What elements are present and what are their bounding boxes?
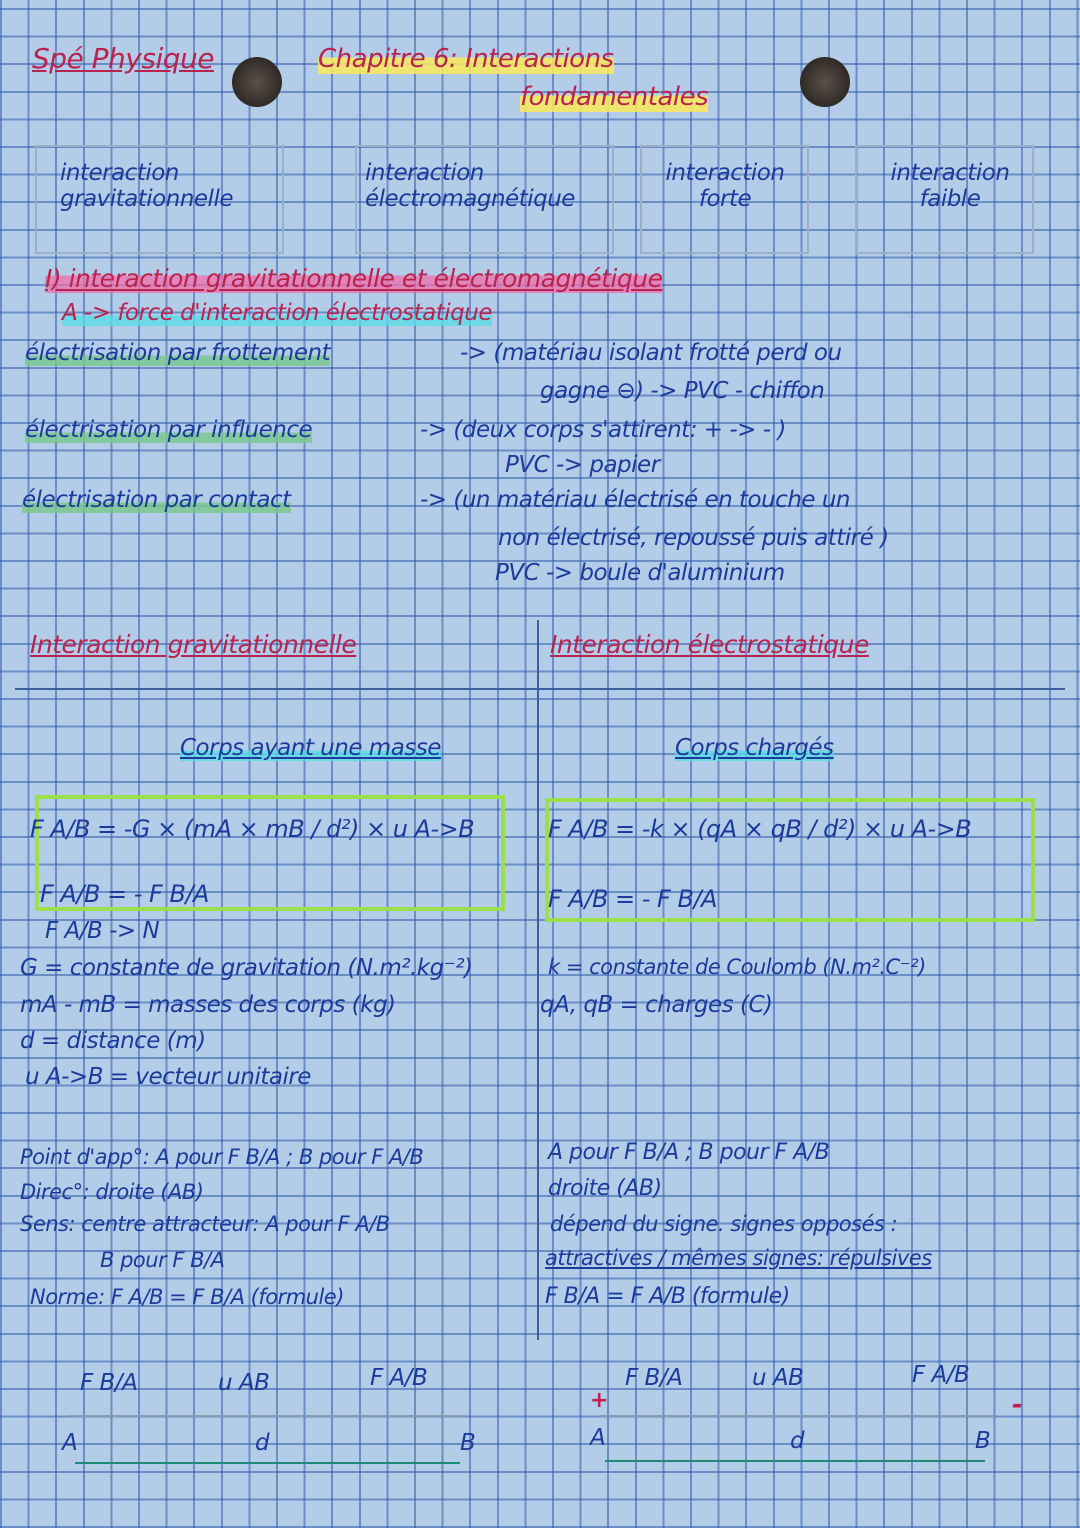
point-label: A <box>590 1425 606 1451</box>
distance-label: d <box>255 1430 270 1456</box>
distance-arrow <box>605 1460 985 1462</box>
right-subheading: Corps chargés <box>675 735 834 761</box>
electrisation-label: électrisation par frottement <box>25 340 331 366</box>
definition: G = constante de gravitation (N.m².kg⁻²) <box>20 955 473 981</box>
force-label: F A/B <box>370 1365 428 1391</box>
plus-sign: + <box>590 1388 608 1413</box>
table-divider-vertical <box>537 620 539 1340</box>
property: Norme: F A/B = F B/A (formule) <box>30 1285 344 1309</box>
force-label: F B/A <box>80 1370 138 1396</box>
point-label: B <box>975 1428 991 1454</box>
left-heading: Interaction gravitationnelle <box>30 630 357 659</box>
property: A pour F B/A ; B pour F A/B <box>548 1140 830 1165</box>
subject-title: Spé Physique <box>32 42 214 75</box>
gravitation-opposite-forces: F A/B = - F B/A <box>40 880 209 908</box>
axis-line <box>70 1415 465 1417</box>
force-label: F A/B <box>912 1362 970 1388</box>
gravitation-formula: F A/B = -G × (mA × mB / d²) × u A->B <box>30 815 475 843</box>
property: Direc°: droite (AB) <box>20 1180 204 1204</box>
electrisation-desc: -> (matériau isolant frotté perd ou <box>460 340 842 366</box>
definition: d = distance (m) <box>20 1028 206 1054</box>
section-subtitle: A -> force d'interaction électrostatique <box>62 300 492 326</box>
electrisation-label: électrisation par influence <box>25 417 313 443</box>
definition: qA, qB = charges (C) <box>540 992 773 1018</box>
binder-hole-left <box>232 57 282 107</box>
box-label: interaction gravitationnelle <box>60 160 233 212</box>
binder-hole-right <box>800 57 850 107</box>
unit-vector-label: u AB <box>752 1365 804 1391</box>
property: Sens: centre attracteur: A pour F A/B <box>20 1212 390 1236</box>
chapter-title-line1: Chapitre 6: Interactions <box>318 44 614 74</box>
unit-vector-label: u AB <box>218 1370 270 1396</box>
property: B pour F B/A <box>100 1248 225 1272</box>
electrisation-desc: gagne ⊖) -> PVC - chiffon <box>540 378 825 404</box>
electrisation-desc: non électrisé, repoussé puis attiré ) <box>498 525 889 551</box>
point-label: B <box>460 1430 476 1456</box>
electrisation-label: électrisation par contact <box>22 487 291 513</box>
distance-arrow <box>75 1462 460 1464</box>
box-label: interaction électromagnétique <box>365 160 575 212</box>
axis-line <box>600 1415 995 1417</box>
electrisation-desc: -> (un matériau électrisé en touche un <box>420 487 851 513</box>
force-unit: F A/B -> N <box>45 918 160 944</box>
definition: mA - mB = masses des corps (kg) <box>20 992 396 1018</box>
property: attractives / mêmes signes: répulsives <box>545 1246 932 1270</box>
left-subheading: Corps ayant une masse <box>180 735 441 761</box>
box-label: interaction forte <box>665 160 785 212</box>
coulomb-opposite-forces: F A/B = - F B/A <box>548 885 717 913</box>
electrisation-desc: PVC -> papier <box>505 452 660 478</box>
distance-label: d <box>790 1428 805 1454</box>
right-heading: Interaction électrostatique <box>550 630 869 659</box>
force-label: F B/A <box>625 1365 683 1391</box>
minus-sign: - <box>1012 1390 1023 1420</box>
electrisation-desc: -> (deux corps s'attirent: + -> - ) <box>420 417 786 443</box>
definition: k = constante de Coulomb (N.m².C⁻²) <box>548 955 926 979</box>
coulomb-formula: F A/B = -k × (qA × qB / d²) × u A->B <box>548 815 972 843</box>
property: dépend du signe. signes opposés : <box>550 1212 898 1236</box>
electrisation-desc: PVC -> boule d'aluminium <box>495 560 785 586</box>
chapter-title-line2: fondamentales <box>520 82 709 112</box>
box-label: interaction faible <box>890 160 1010 212</box>
table-divider-horizontal <box>15 688 1065 690</box>
definition: u A->B = vecteur unitaire <box>25 1064 311 1090</box>
property: Point d'app°: A pour F B/A ; B pour F A/B <box>20 1145 424 1169</box>
point-label: A <box>62 1430 78 1456</box>
property: F B/A = F A/B (formule) <box>545 1284 790 1309</box>
property: droite (AB) <box>548 1176 662 1201</box>
section-title: I) interaction gravitationnelle et électromagnétique <box>45 264 663 293</box>
